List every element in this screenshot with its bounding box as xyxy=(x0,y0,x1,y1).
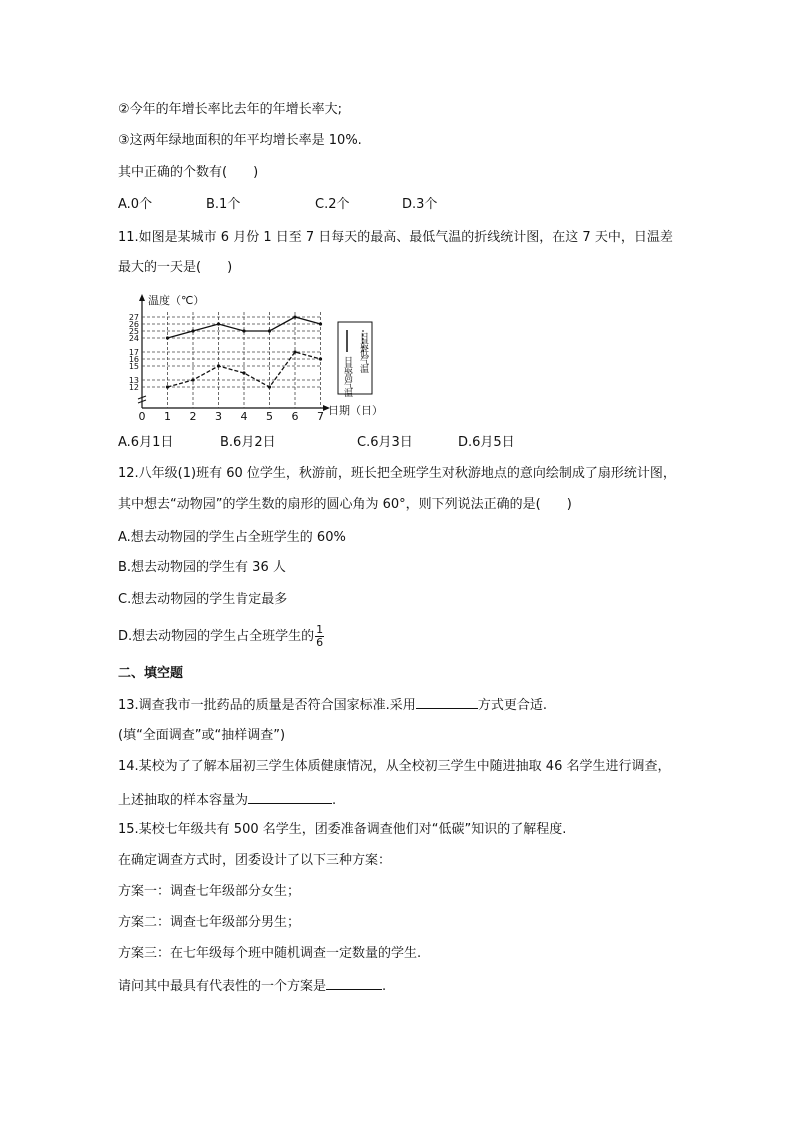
x-tick-label: 0 xyxy=(138,410,146,422)
x-tick-label: 1 xyxy=(164,410,171,422)
y-tick-label: 25 xyxy=(128,327,139,336)
q15-question xyxy=(118,975,386,997)
y-tick-label: 12 xyxy=(128,383,139,392)
chart-legend xyxy=(338,322,372,398)
q15-answer-blank[interactable] xyxy=(326,975,382,990)
q15-plan-2: 方案二：调查七年级部分男生； xyxy=(118,915,301,930)
q12-line2: 其中想去“动物园”的学生数的扇形的圆心角为 60°，则下列说法正确的是( ) xyxy=(118,497,572,512)
q12-option-a: A.想去动物园的学生占全班学生的 60% xyxy=(118,530,346,545)
q14-text-a: 上述抽取的样本容量为 xyxy=(118,793,249,808)
temperature-line-chart xyxy=(118,292,388,422)
q11-option-a: A.6月1日 xyxy=(118,435,174,450)
x-tick-label: 3 xyxy=(215,410,222,422)
q13-answer-blank[interactable] xyxy=(416,694,478,709)
q10-option-d: D.3个 xyxy=(402,197,438,212)
x-tick-label: 7 xyxy=(317,410,324,422)
q11-line1: 11.如图是某城市 6 月份 1 日至 7 日每天的最高、最低气温的折线统计图，在这 7 天中，日温差 xyxy=(118,230,673,245)
point-low xyxy=(319,357,322,360)
section-fill-blank-title: 二、填空题 xyxy=(118,666,184,681)
legend-high-label: 日最高气温 xyxy=(342,356,352,396)
q12-option-c: C.想去动物园的学生肯定最多 xyxy=(118,592,288,607)
point-low xyxy=(191,378,194,381)
q12-line1: 12.八年级(1)班有 60 位学生，秋游前，班长把全班学生对秋游地点的意向绘制成了扇形统计图， xyxy=(118,466,676,481)
chart-y-label: 温度（℃） xyxy=(148,294,205,307)
q11-line2: 最大的一天是( ) xyxy=(118,260,233,275)
x-tick-label: 6 xyxy=(291,410,299,422)
q14-answer-blank[interactable] xyxy=(248,789,332,804)
q10-option-c: C.2个 xyxy=(315,197,350,212)
q14-text-b: . xyxy=(332,793,337,808)
point-low xyxy=(166,385,169,388)
q13-text-a: 13.调查我市一批药品的质量是否符合国家标准.采用 xyxy=(118,698,416,713)
y-tick-label: 17 xyxy=(128,348,139,357)
q14-line2 xyxy=(118,789,336,811)
y-tick-label: 16 xyxy=(128,355,139,364)
fraction-numerator: 1 xyxy=(316,623,324,636)
statement-3: ③这两年绿地面积的年平均增长率是 10%. xyxy=(118,133,362,148)
q11-option-b: B.6月2日 xyxy=(220,435,276,450)
chart-x-label: 日期（日） xyxy=(328,404,383,417)
x-tick-label: 4 xyxy=(240,410,248,422)
q13-line1 xyxy=(118,694,547,716)
point-high xyxy=(268,329,271,332)
q14-line1: 14.某校为了了解本届初三学生体质健康情况，从全校初三学生中随进抽取 46 名学生进行调查， xyxy=(118,759,671,774)
point-low xyxy=(242,371,245,374)
q12-option-d xyxy=(118,624,324,649)
q15-line2: 在确定调查方式时，团委设计了以下三种方案： xyxy=(118,853,392,868)
q15-text-b: . xyxy=(382,979,387,994)
point-low xyxy=(293,350,296,353)
y-tick-label: 13 xyxy=(128,376,139,385)
q13-text-b: 方式更合适. xyxy=(477,698,547,713)
q15-text-a: 请问其中最具有代表性的一个方案是 xyxy=(118,979,327,994)
q15-line1: 15.某校七年级共有 500 名学生，团委准备调查他们对“低碳”知识的了解程度. xyxy=(118,822,567,837)
point-high xyxy=(319,322,322,325)
x-tick-label: 5 xyxy=(266,410,273,422)
point-low xyxy=(217,364,220,367)
chart-y-ticks xyxy=(129,313,139,392)
q10-prompt: 其中正确的个数有( ) xyxy=(118,165,259,180)
q15-plan-3: 方案三：在七年级每个班中随机调查一定数量的学生. xyxy=(118,946,422,961)
fraction-denominator: 6 xyxy=(316,636,324,649)
legend-low-label: 日最低气温 xyxy=(358,332,368,372)
q11-option-c: C.6月3日 xyxy=(357,435,413,450)
q12-option-b: B.想去动物园的学生有 36 人 xyxy=(118,560,286,575)
y-tick-label: 26 xyxy=(128,320,139,329)
point-high xyxy=(293,315,296,318)
point-high xyxy=(166,336,169,339)
y-tick-label: 24 xyxy=(128,334,139,343)
point-high xyxy=(217,322,220,325)
point-high xyxy=(242,329,245,332)
fraction-one-sixth xyxy=(315,624,324,649)
statement-2: ②今年的年增长率比去年的年增长率大; xyxy=(118,102,343,117)
x-tick-label: 2 xyxy=(189,410,197,422)
q10-option-b: B.1个 xyxy=(206,197,241,212)
y-tick-label: 15 xyxy=(128,362,139,371)
y-tick-label: 27 xyxy=(128,313,139,322)
q11-option-d: D.6月5日 xyxy=(458,435,515,450)
point-high xyxy=(191,329,194,332)
q12-option-d-text: D.想去动物园的学生占全班学生的 xyxy=(118,629,315,644)
point-low xyxy=(268,385,271,388)
q13-line2: (填“全面调查”或“抽样调查”) xyxy=(118,728,286,743)
q15-plan-1: 方案一：调查七年级部分女生； xyxy=(118,884,301,899)
q10-option-a: A.0个 xyxy=(118,197,153,212)
chart-x-ticks xyxy=(139,410,325,422)
